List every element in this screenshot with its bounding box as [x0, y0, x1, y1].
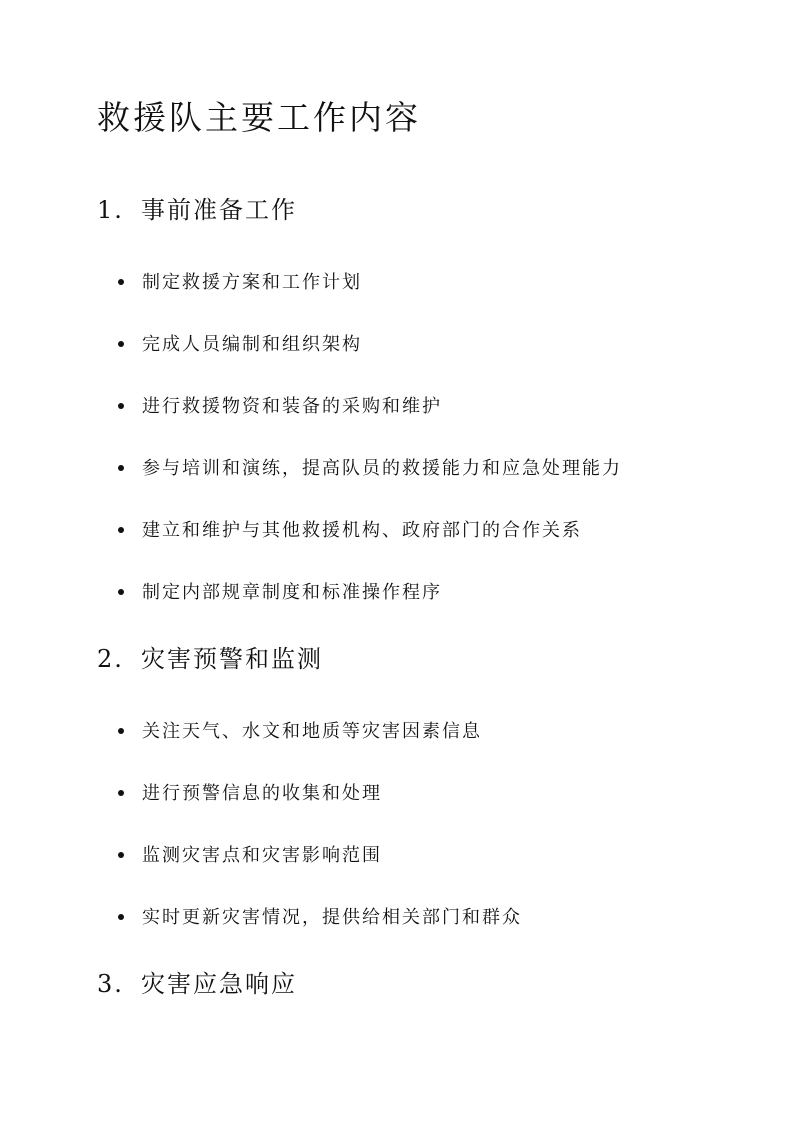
- list-item: 监测灾害点和灾害影响范围: [118, 844, 382, 868]
- list-item: 完成人员编制和组织架构: [118, 333, 362, 357]
- section-title: 灾害应急响应: [141, 970, 297, 998]
- list-item: 关注天气、水文和地质等灾害因素信息: [118, 720, 482, 744]
- bullet-icon: [118, 341, 124, 347]
- list-item: 参与培训和演练，提高队员的救援能力和应急处理能力: [118, 457, 622, 481]
- list-item: 进行预警信息的收集和处理: [118, 782, 382, 806]
- section-heading-1: [97, 194, 297, 226]
- bullet-icon: [118, 790, 124, 796]
- list-item: 制定内部规章制度和标准操作程序: [118, 581, 442, 605]
- bullet-icon: [118, 279, 124, 285]
- section-heading-3: [97, 968, 297, 1000]
- section-number: 1.: [97, 196, 124, 224]
- section-title: 事前准备工作: [141, 196, 297, 224]
- document-title: 救援队主要工作内容: [97, 98, 421, 137]
- list-item: 实时更新灾害情况，提供给相关部门和群众: [118, 906, 522, 930]
- list-item: 进行救援物资和装备的采购和维护: [118, 395, 442, 419]
- section-heading-2: [97, 643, 323, 675]
- bullet-icon: [118, 403, 124, 409]
- list-item: 制定救援方案和工作计划: [118, 271, 362, 295]
- bullet-icon: [118, 914, 124, 920]
- section-number: 2.: [97, 645, 124, 673]
- bullet-icon: [118, 728, 124, 734]
- list-item: 建立和维护与其他救援机构、政府部门的合作关系: [118, 519, 582, 543]
- bullet-icon: [118, 589, 124, 595]
- section-number: 3.: [97, 970, 124, 998]
- bullet-icon: [118, 852, 124, 858]
- bullet-icon: [118, 465, 124, 471]
- bullet-icon: [118, 527, 124, 533]
- section-title: 灾害预警和监测: [141, 645, 323, 673]
